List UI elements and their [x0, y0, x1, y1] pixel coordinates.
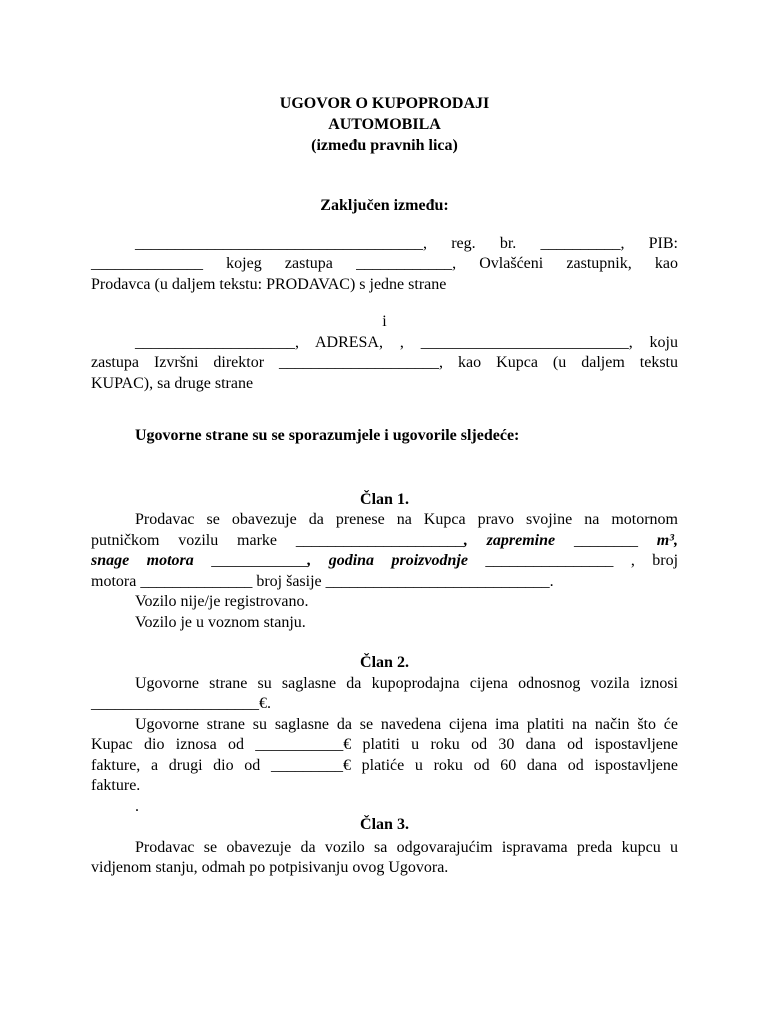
clan-1-heading: Član 1.	[360, 490, 409, 508]
clan-1-text: putničkom vozilu marke	[91, 531, 296, 549]
clan-2-line-1: Ugovorne strane su saglasne da kupoprodajna cijena odnosnog vozila iznosi	[135, 674, 678, 692]
clan-3-line-1: Prodavac se obavezuje da vozilo sa odgovarajućim ispravama preda kupcu u	[135, 838, 678, 856]
clan-2-heading: Član 2.	[360, 654, 409, 671]
title-line-1: UGOVOR O KUPOPRODAJI	[279, 95, 490, 112]
clan-1-line-2	[91, 531, 678, 552]
buyer-line-1: ____________________, ADRESA, , __________________________, koju	[135, 333, 678, 351]
buyer-line-3: KUPAC), sa druge strane	[91, 374, 254, 392]
buyer-line-2: zastupa Izvršni direktor ____________________, kao Kupca (u daljem tekstu	[91, 354, 678, 371]
clan-3-body	[91, 838, 678, 879]
seller-line-3: Prodavca (u daljem tekstu: PRODAVAC) s jedne strane	[91, 275, 447, 293]
brand-blank: _____________________	[295, 531, 464, 549]
and-separator: i	[382, 313, 387, 330]
seller-line-2: ______________ kojeg zastupa ____________, Ovlašćeni zastupnik, kao	[91, 255, 678, 272]
power-blank: ____________	[211, 552, 308, 569]
clan-2-line-3: Ugovorne strane su saglasne da se navedena cijena ima platiti na način što će	[135, 715, 678, 733]
clan-1-body	[91, 510, 678, 633]
document-title	[91, 93, 678, 156]
year-blank: ________________ ,	[485, 552, 635, 569]
clan-2-dot: .	[135, 797, 139, 815]
clan-1-line-1: Prodavac se obavezuje da prenese na Kupca pravo svojine na motornom	[135, 511, 678, 528]
clan-2-body	[91, 674, 678, 818]
agreed-heading: Ugovorne strane su se sporazumjele i ugovorile sljedeće:	[135, 427, 520, 444]
volume-unit: m³,	[656, 531, 679, 549]
seller-paragraph	[91, 234, 678, 296]
power-label: snage motora	[91, 552, 194, 569]
clan-1-line-4: motora ______________ broj šasije ____________________________.	[91, 572, 554, 590]
clan-2-line-4: Kupac dio iznosa od ___________€ platiti u roku od 30 dana od ispostavljene	[91, 736, 678, 753]
clan-2-line-2: _____________________€.	[91, 695, 271, 712]
year-label: , godina proizvodnje	[307, 552, 468, 569]
clan-1-line-5: Vozilo nije/je registrovano.	[135, 593, 309, 610]
clan-1-line-3	[91, 551, 678, 572]
document-body	[91, 93, 678, 879]
buyer-paragraph	[91, 333, 678, 395]
concluded-heading: Zaključen između:	[320, 197, 449, 214]
clan-3-heading: Član 3.	[360, 816, 409, 833]
volume-label: , zapremine	[463, 531, 556, 549]
clan-2-line-5: fakture, a drugi dio od _________€ platiće u roku od 60 dana od ispostavljene	[91, 756, 678, 774]
title-line-3: (između pravnih lica)	[311, 137, 458, 154]
volume-blank: ________	[573, 531, 638, 549]
clan-3-line-2: vidjenom stanju, odmah po potpisivanju ovog Ugovora.	[91, 859, 449, 876]
clan-2-line-6: fakture.	[91, 777, 141, 794]
title-line-2: AUTOMOBILA	[328, 116, 441, 133]
number-text: broj	[652, 552, 679, 569]
seller-line-1: ____________________________________, reg. br. __________, PIB:	[135, 234, 678, 252]
clan-1-line-6: Vozilo je u voznom stanju.	[135, 613, 306, 631]
